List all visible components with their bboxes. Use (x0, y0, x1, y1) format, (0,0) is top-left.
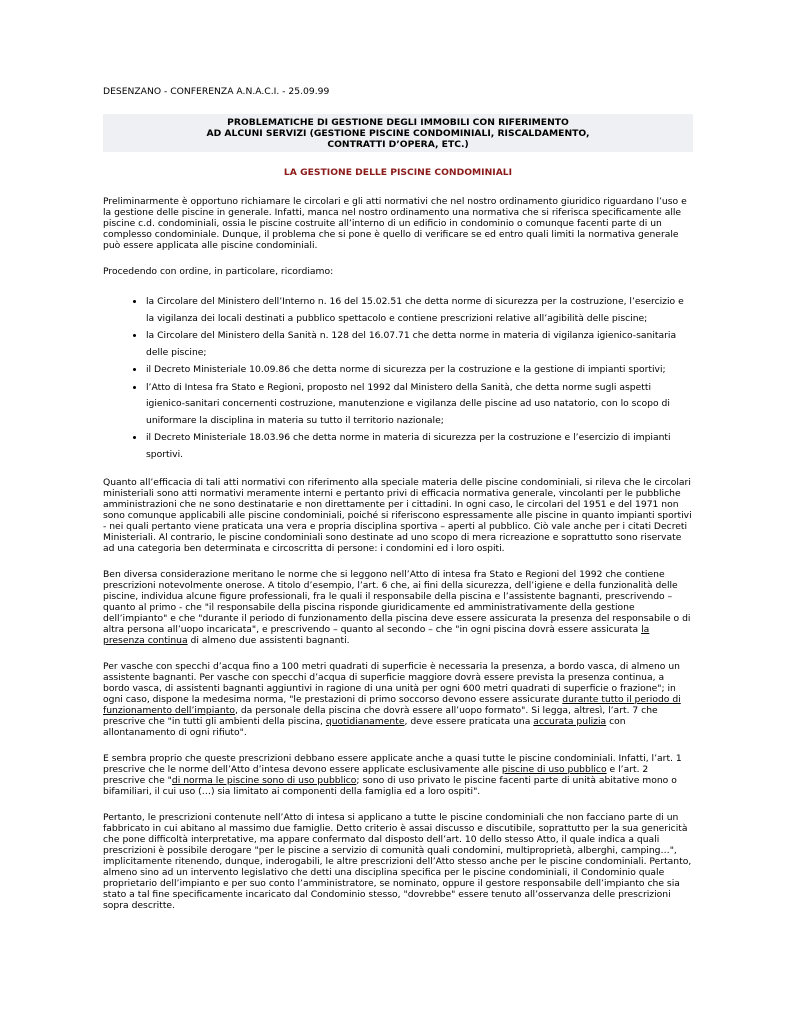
title-line-3: CONTRATTI D’OPERA, ETC.) (327, 139, 469, 150)
regulations-list (103, 293, 693, 463)
title-line-1: PROBLEMATICHE DI GESTIONE DEGLI IMMOBILI CON RIFERIMENTO (227, 117, 569, 128)
paragraph-conclusion: Pertanto, le prescrizioni contenute nell’Atto di intesa si applicano a tutte le piscine condominiali che non facciano parte di un fabbricato in cui abitano al massimo due famiglie. Detto criterio è assai discusso e discutibile, soprattutto per la sua genericità che pone difficoltà interpretative, ma appare confermato dal disposto dell’art. 10 dello stesso Atto, il quale indica a quali prescrizioni è possibile derogare "per le piscine a servizio di comunità quali condomini, multiproprietà, alberghi, camping…", implicitamente ritenendo, dunque, inderogabili, le altre prescrizioni dell’Atto stesso anche per le piscine condominiali. Pertanto, almeno sino ad un intervento legislativo che detti una disciplina specifica per le piscine condominiali, il Condominio quale proprietario dell’impianto e per suo conto l’amministratore, se nominato, oppure il gestore responsabile dell’impianto che sia stato a tal fine specificamente incaricato dal Condominio stesso, "dovrebbe" essere tenuto all’osservanza delle prescrizioni sopra descritte. (103, 812, 692, 911)
document-title (103, 114, 693, 152)
section-subtitle: LA GESTIONE DELLE PISCINE CONDOMINIALI (283, 167, 513, 178)
underlined-phrase: di norma le piscine sono di uso pubblico (171, 775, 357, 786)
conference-header: DESENZANO - CONFERENZA A.N.A.C.I. - 25.09.99 (103, 86, 330, 97)
list-item: • la Circolare del Ministero della Sanità n. 128 del 16.07.71 che detta norme in materia di vigilanza igienico-sanitaria delle piscine; (146, 327, 693, 361)
paragraph-vasche: Per vasche con specchi d’acqua fino a 100 metri quadrati di superficie è necessaria la presenza, a bordo vasca, di almeno un assistente bagnanti. Per vasche con specchi d’acqua di superficie maggiore dovrà essere prevista la presenza continua, a bordo vasca, di assistenti bagnanti aggiuntivi in ragione di una unità per ogni 600 metri quadrati di superficie o frazione"; in ogni caso, dispone la medesima norma, "le prestazioni di primo soccorso devono essere assicurate durante tutto il periodo di funzionamento dell’impianto, da personale della piscina che dovrà essere all’uopo formato". Si legga, altresì, l’art. 7 che prescrive che "in tutti gli ambienti della piscina, quotidianamente, deve essere praticata una accurata pulizia con allontanamento di ogni rifiuto". (103, 661, 681, 738)
underlined-phrase: accurata pulizia (533, 716, 607, 727)
underlined-phrase: la presenza continua (103, 624, 650, 646)
list-item: • il Decreto Ministeriale 18.03.96 che detta norme in materia di sicurezza per la costruzione e l’esercizio di impianti sportivi. (146, 429, 693, 463)
underlined-phrase: piscine di uso pubblico (501, 764, 607, 775)
underlined-phrase: quotidianamente (325, 716, 405, 727)
list-item: • l’Atto di Intesa fra Stato e Regioni, proposto nel 1992 dal Ministero della Sanità, che detta norme sugli aspetti igienico-sanitari concernenti costruzione, manutenzione e vigilanza delle piscine ad uso natatorio, con lo scopo di uniformare la disciplina in materia su tutto il territorio nazionale; (146, 379, 693, 430)
title-line-2: AD ALCUNI SERVIZI (GESTIONE PISCINE CONDOMINIALI, RISCALDAMENTO, (206, 128, 590, 139)
list-item: • la Circolare del Ministero dell’Interno n. 16 del 15.02.51 che detta norme di sicurezza per la costruzione, l’esercizio e la vigilanza dei locali destinati a pubblico spettacolo e contiene prescrizioni relative all’agibilità delle piscine; (146, 293, 693, 327)
underlined-phrase: durante tutto il periodo di funzionamento dell’impianto (103, 694, 681, 716)
list-item: • il Decreto Ministeriale 10.09.86 che detta norme di sicurezza per la costruzione e la gestione di impianti sportivi; (146, 361, 693, 379)
paragraph-intesa: Ben diversa considerazione meritano le norme che si leggono nell’Atto di intesa fra Stato e Regioni del 1992 che contiene prescrizioni notevolmente onerose. A titolo d’esempio, l’art. 6 che, ai fini della sicurezza, dell’igiene e della funzionalità delle piscine, individua alcune figure professionali, fra le quali il responsabile della piscina e l’assistente bagnanti, prescrivendo – quanto al primo - che "il responsabile della piscina risponde giuridicamente ed amministrativamente della gestione dell’impianto" e che "durante il periodo di funzionamento della piscina deve essere assicurata la presenza del responsabile o di altra persona all’uopo incaricata", e prescrivendo – quanto al secondo – che "in ogni piscina dovrà essere assicurata la presenza continua di almeno due assistenti bagnanti. (103, 569, 691, 646)
paragraph-applicability: E sembra proprio che queste prescrizioni debbano essere applicate anche a quasi tutte le piscine condominiali. Infatti, l’art. 1 prescrive che le norme dell’Atto d’intesa devono essere applicate esclusivamente alle piscine di uso pubblico e l’art. 2 prescrive che "di norma le piscine sono di uso pubblico; sono di uso privato le piscine facenti parte di unità abitative mono o bifamiliari, il cui uso (…) sia limitato ai componenti della famiglia ed a loro ospiti". (103, 753, 682, 797)
paragraph-list-intro: Procedendo con ordine, in particolare, ricordiamo: (103, 266, 334, 277)
document-page (103, 86, 693, 926)
paragraph-intro: Preliminarmente è opportuno richiamare le circolari e gli atti normativi che nel nostro ordinamento giuridico riguardano l’uso e la gestione delle piscine in generale. Infatti, manca nel nostro ordinamento una normativa che si riferisca specificamente alle piscine c.d. condominiali, ossia le piscine costruite all’interno di un edificio in condominio o comunque facenti parte di un complesso condominiale. Dunque, il problema che si pone è quello di verificare se ed entro quali limiti la normativa generale può essere applicata alle piscine condominiali. (103, 196, 687, 251)
paragraph-efficacy: Quanto all’efficacia di tali atti normativi con riferimento alla speciale materia delle piscine condominiali, si rileva che le circolari ministeriali sono atti normativi meramente interni e pertanto privi di efficacia normativa generale, vincolanti per le pubbliche amministrazioni che ne sono destinatarie e non direttamente per i cittadini. In ogni caso, le circolari del 1951 e del 1971 non sono comunque applicabili alle piscine condominiali, poiché si riferiscono espressamente alle piscine in quanto impianti sportivi - nei quali pertanto viene praticata una vera e propria disciplina sportiva – aperti al pubblico. Ciò vale anche per i citati Decreti Ministeriali. Al contrario, le piscine condominiali sono destinate ad uno scopo di mera ricreazione e soprattutto sono riservate ad una categoria ben determinata e circoscritta di persone: i condomini ed i loro ospiti. (103, 477, 692, 554)
